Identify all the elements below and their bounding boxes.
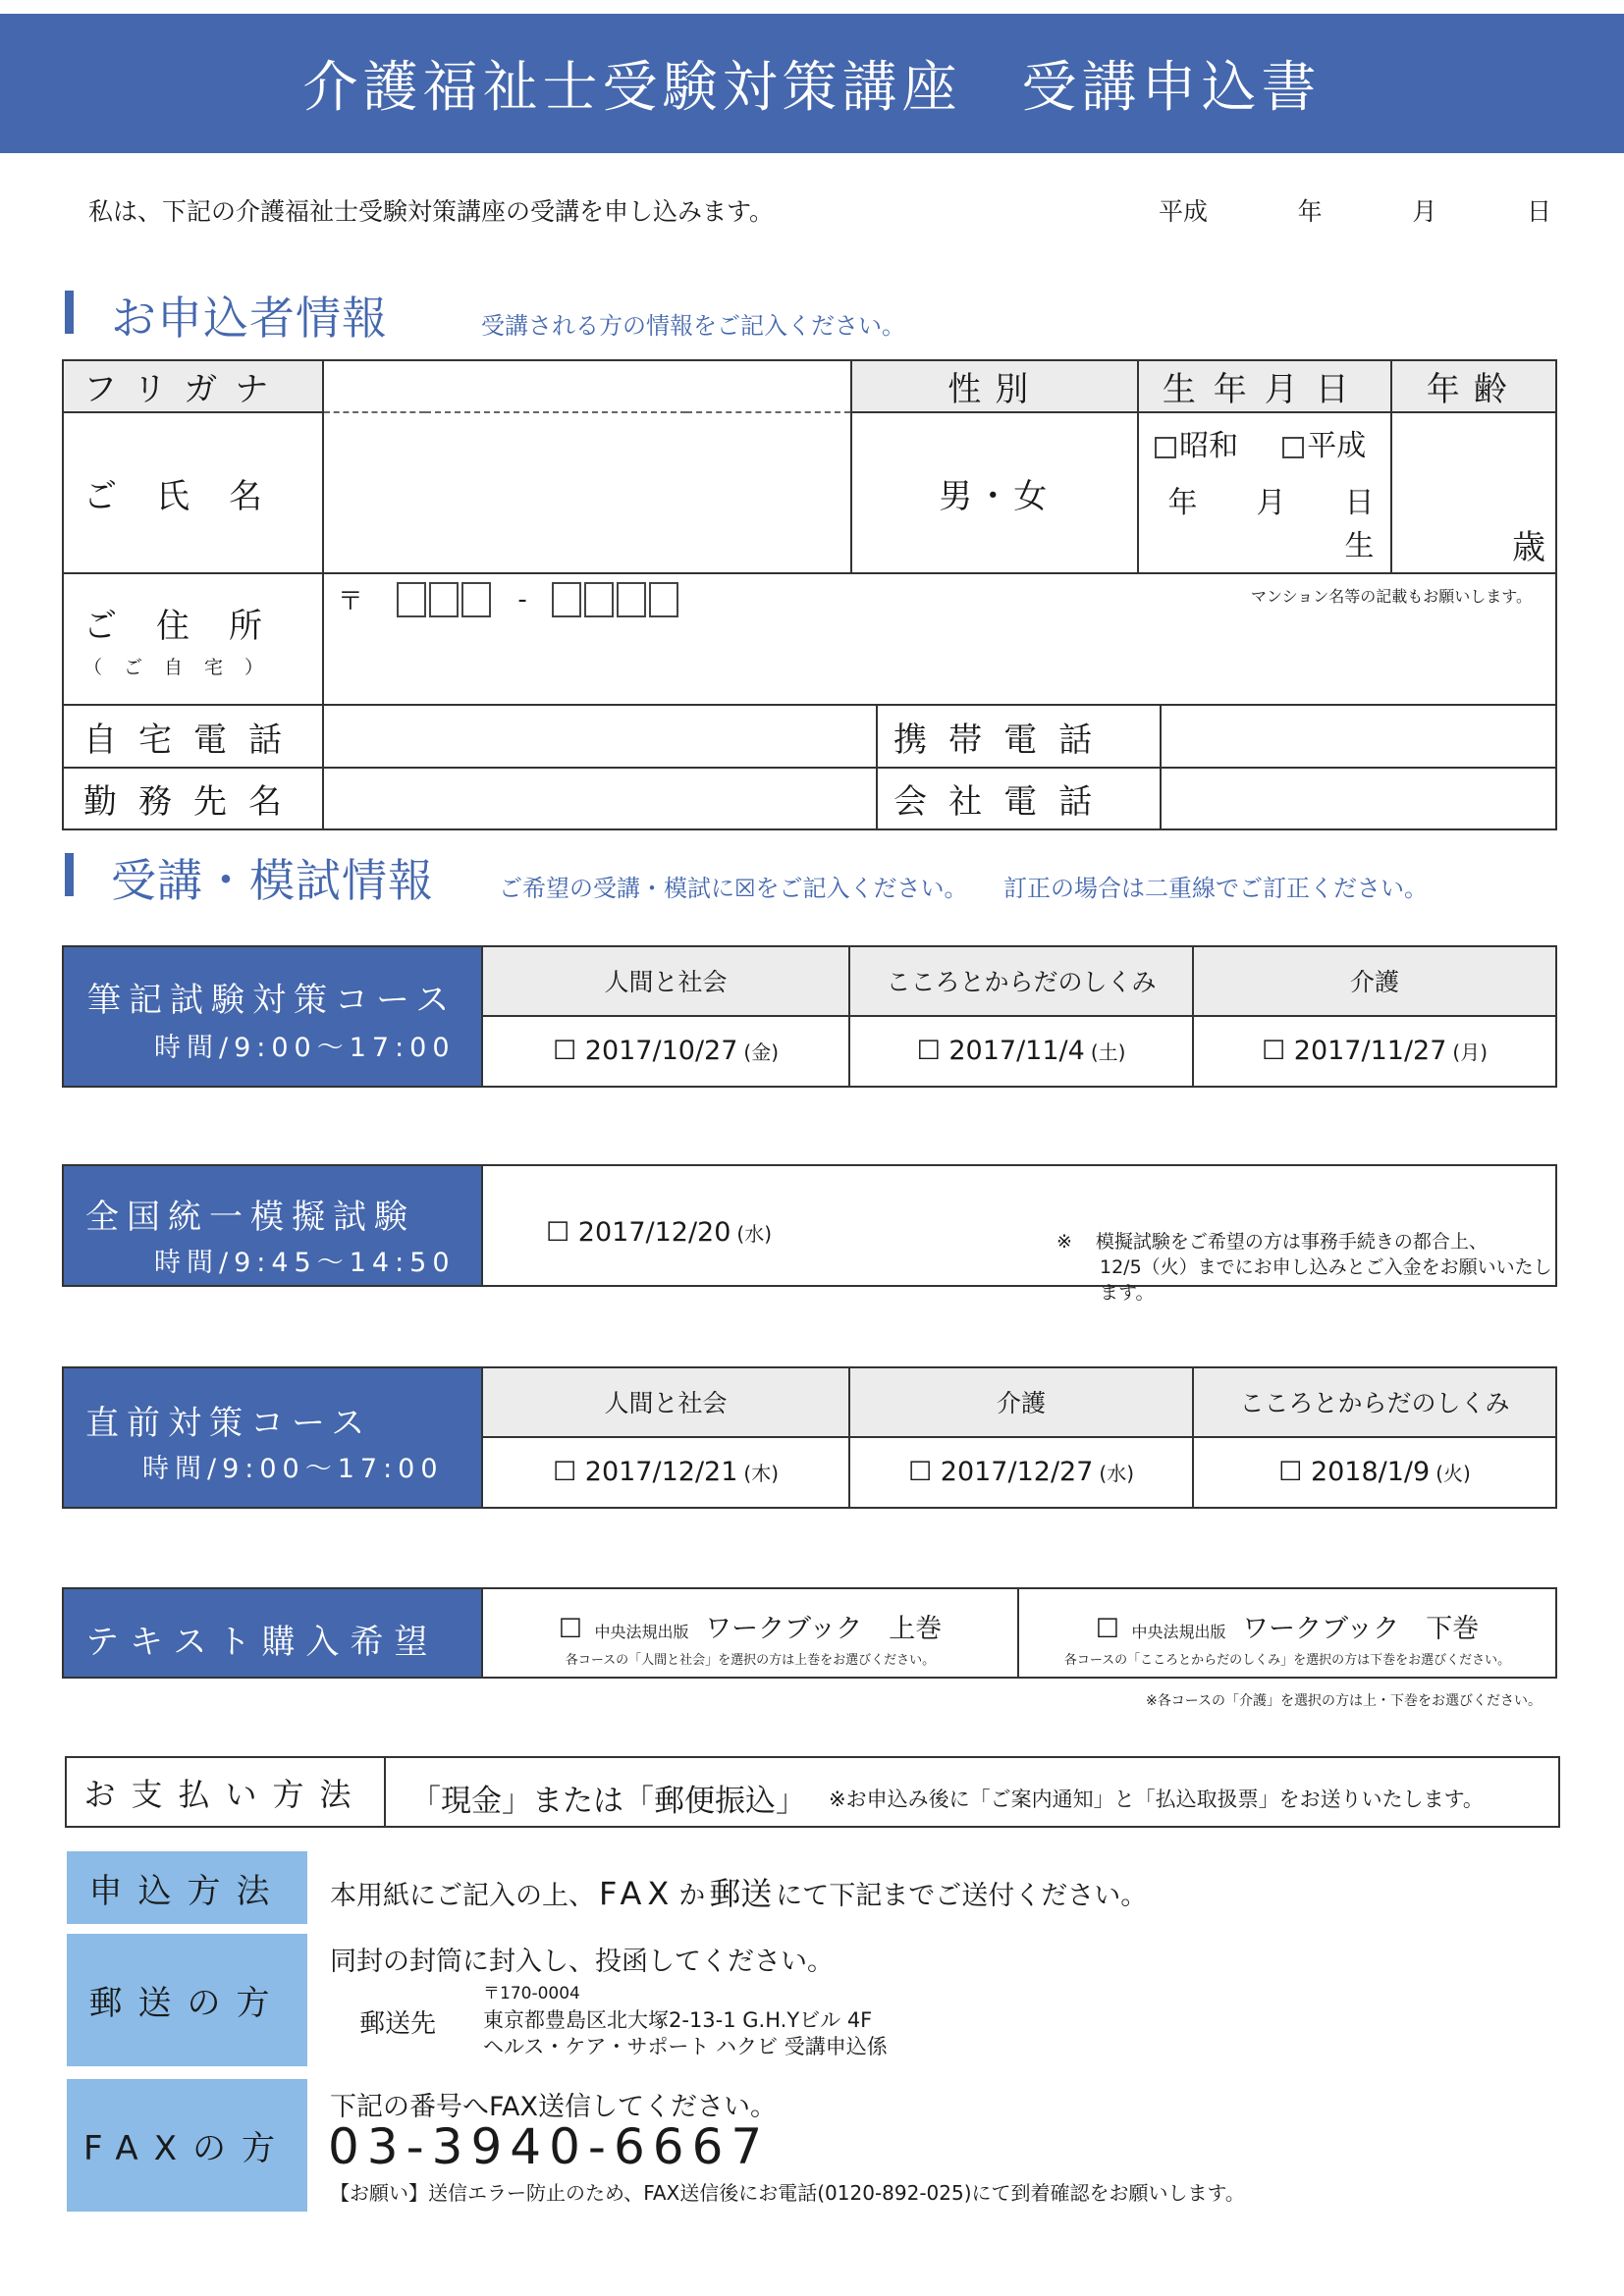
date-year: 年 (1297, 197, 1323, 226)
date-day: 日 (1526, 197, 1551, 226)
mail-dest-label: 郵送先 (359, 2009, 437, 2039)
address-note: マンション名等の記載もお願いします。 (1250, 587, 1532, 606)
address-sublabel: （ご自宅） (83, 657, 286, 678)
written-course-col (1192, 947, 1555, 1086)
course-date-option[interactable]: ☐ 2018/1/9 (火) (1278, 1457, 1471, 1488)
mail-recipient: ヘルス・ケア・サポート ハクビ 受講申込係 (483, 2035, 888, 2058)
mock-exam-date-option[interactable]: ☐ 2017/12/20 (水) (546, 1217, 773, 1248)
postal-dash: - (517, 584, 527, 614)
home-phone-field[interactable] (323, 705, 877, 768)
course-header: 介護 (850, 1368, 1192, 1438)
written-course-time: 時間/9:00〜17:00 (154, 1033, 456, 1063)
mobile-phone-field[interactable] (1161, 705, 1556, 768)
section-course-title: 受講・模試情報 (111, 854, 434, 907)
final-course-col (848, 1368, 1192, 1507)
section-course-note: ご希望の受講・模試に☒をご記入ください。 (499, 875, 968, 902)
written-course-col (848, 947, 1192, 1086)
name-label: ご氏名 (63, 412, 323, 573)
address-field[interactable] (323, 573, 1556, 705)
course-header: 人間と社会 (483, 1368, 848, 1438)
section-applicant-note: 受講される方の情報をご記入ください。 (481, 312, 905, 340)
course-date-option[interactable]: ☐ 2017/12/21 (木) (552, 1457, 780, 1488)
postal-box-5[interactable] (584, 582, 614, 617)
gender-field[interactable]: 男・女 (851, 412, 1138, 573)
mock-exam-note: ※ 模擬試験をご希望の方は事務手続きの都合上、 12/5（火）までにお申し込みとご入金をお願いいたします。 (1056, 1231, 1552, 1304)
section-course-correction-note: 訂正の場合は二重線でご訂正ください。 (1003, 875, 1428, 902)
postal-box-6[interactable] (617, 582, 646, 617)
postal-box-1[interactable] (397, 582, 426, 617)
written-course-block (62, 945, 1557, 1088)
intro-text: 私は、下記の介護福祉士受験対策講座の受講を申し込みます。 (88, 197, 775, 226)
textbook-block (62, 1587, 1557, 1679)
address-label-cell (63, 573, 323, 705)
final-course-block (62, 1366, 1557, 1509)
birthdate-field[interactable] (1138, 412, 1390, 573)
section-marker (65, 853, 74, 896)
fax-number: 03-3940-6667 (328, 2118, 771, 2175)
applicant-table (62, 359, 1557, 830)
mock-exam-label (64, 1166, 481, 1285)
heisei-checkbox[interactable] (1282, 437, 1304, 458)
postal-box-4[interactable] (552, 582, 581, 617)
workplace-field[interactable] (323, 768, 877, 829)
course-date-option[interactable]: ☐ 2017/10/27 (金) (552, 1036, 780, 1067)
course-header: 人間と社会 (483, 947, 848, 1017)
final-course-label (64, 1368, 481, 1507)
company-phone-label: 会社電話 (877, 768, 1161, 829)
textbook-title: テキスト購入希望 (85, 1623, 439, 1662)
postal-box-2[interactable] (429, 582, 459, 617)
mock-exam-title: 全国統一模擬試験 (85, 1198, 415, 1237)
furigana-label: フリガナ (63, 360, 323, 412)
application-date (1159, 192, 1551, 228)
age-label: 年齢 (1391, 360, 1556, 412)
mock-exam-time: 時間/9:45〜14:50 (154, 1248, 456, 1278)
era-heisei: 平成 (1307, 429, 1367, 463)
payment-method: 「現金」または「郵便振込」 (410, 1784, 806, 1819)
company-phone-field[interactable] (1161, 768, 1556, 829)
mobile-phone-label: 携帯電話 (877, 705, 1161, 768)
textbook-footnote: ※各コースの「介護」を選択の方は上・下巻をお選びください。 (1145, 1693, 1542, 1709)
age-unit: 歳 (1512, 528, 1545, 567)
final-course-col (481, 1368, 848, 1507)
payment-row (65, 1756, 1560, 1828)
section-marker (65, 291, 74, 334)
final-course-col (1192, 1368, 1555, 1507)
section-applicant-title: お申込者情報 (111, 292, 388, 345)
payment-note: ※お申込み後に「ご案内通知」と「払込取扱票」をお送りいたします。 (829, 1788, 1484, 1811)
mail-label: 郵送の方 (67, 1934, 307, 2066)
birth-units: 年 月 日生 (1167, 486, 1375, 563)
mail-address: 東京都豊島区北大塚2-13-1 G.H.Yビル 4F (483, 2008, 873, 2032)
written-course-col (481, 947, 848, 1086)
date-era: 平成 (1159, 197, 1209, 226)
age-field[interactable] (1391, 412, 1556, 573)
textbook-option[interactable]: ☐ 中央法規出版 ワークブック 下巻 各コースの「こころとからだのしくみ」を選択の方は下巻をお選びください。 (1017, 1589, 1555, 1677)
fax-note: 【お願い】送信エラー防止のため、FAX送信後にお電話(0120-892-025)にて到着確認をお願いします。 (330, 2181, 1245, 2205)
textbook-label (64, 1589, 481, 1677)
showa-checkbox[interactable] (1155, 437, 1176, 458)
mock-exam-block (62, 1164, 1557, 1304)
fax-label: FAXの方 (67, 2079, 307, 2212)
era-showa: 昭和 (1179, 429, 1239, 463)
date-month: 月 (1412, 197, 1437, 226)
apply-method-text: 本用紙にご記入の上、 FAX か 郵送 にて下記までご送付ください。 (330, 1875, 1148, 1912)
course-header: 介護 (1194, 947, 1555, 1017)
mail-postal: 〒170-0004 (483, 1984, 580, 2003)
mail-text: 同封の封筒に封入し、投函してください。 (330, 1947, 834, 1977)
gender-label: 性別 (851, 360, 1138, 412)
furigana-field[interactable] (323, 360, 851, 412)
birthdate-label: 生年月日 (1138, 360, 1390, 412)
apply-method-label: 申込方法 (67, 1851, 307, 1924)
postal-box-7[interactable] (649, 582, 678, 617)
course-header: こころとからだのしくみ (1194, 1368, 1555, 1438)
home-phone-label: 自宅電話 (63, 705, 323, 768)
course-date-option[interactable]: ☐ 2017/12/27 (水) (907, 1457, 1135, 1488)
course-date-option[interactable]: ☐ 2017/11/27 (月) (1261, 1036, 1489, 1067)
textbook-option[interactable]: ☐ 中央法規出版 ワークブック 上巻 各コースの「人間と社会」を選択の方は上巻をお選びください。 (481, 1589, 1017, 1677)
address-label: ご住所 (83, 607, 301, 646)
course-date-option[interactable]: ☐ 2017/11/4 (土) (916, 1036, 1126, 1067)
postal-box-3[interactable] (461, 582, 491, 617)
payment-label: お支払い方法 (67, 1758, 386, 1826)
course-header: こころとからだのしくみ (850, 947, 1192, 1017)
final-course-time: 時間/9:00〜17:00 (142, 1454, 444, 1484)
final-course-title: 直前対策コース (85, 1404, 373, 1443)
mock-exam-content (481, 1166, 1555, 1304)
page-title: 介護福祉士受験対策講座 受講申込書 (0, 14, 1624, 153)
workplace-label: 勤務先名 (63, 768, 323, 829)
name-field[interactable] (323, 412, 851, 573)
postal-mark: 〒 (337, 587, 363, 616)
fax-text: 下記の番号へFAX送信してください。 (330, 2092, 778, 2122)
written-course-title: 筆記試験対策コース (87, 981, 458, 1020)
written-course-label (64, 947, 481, 1086)
